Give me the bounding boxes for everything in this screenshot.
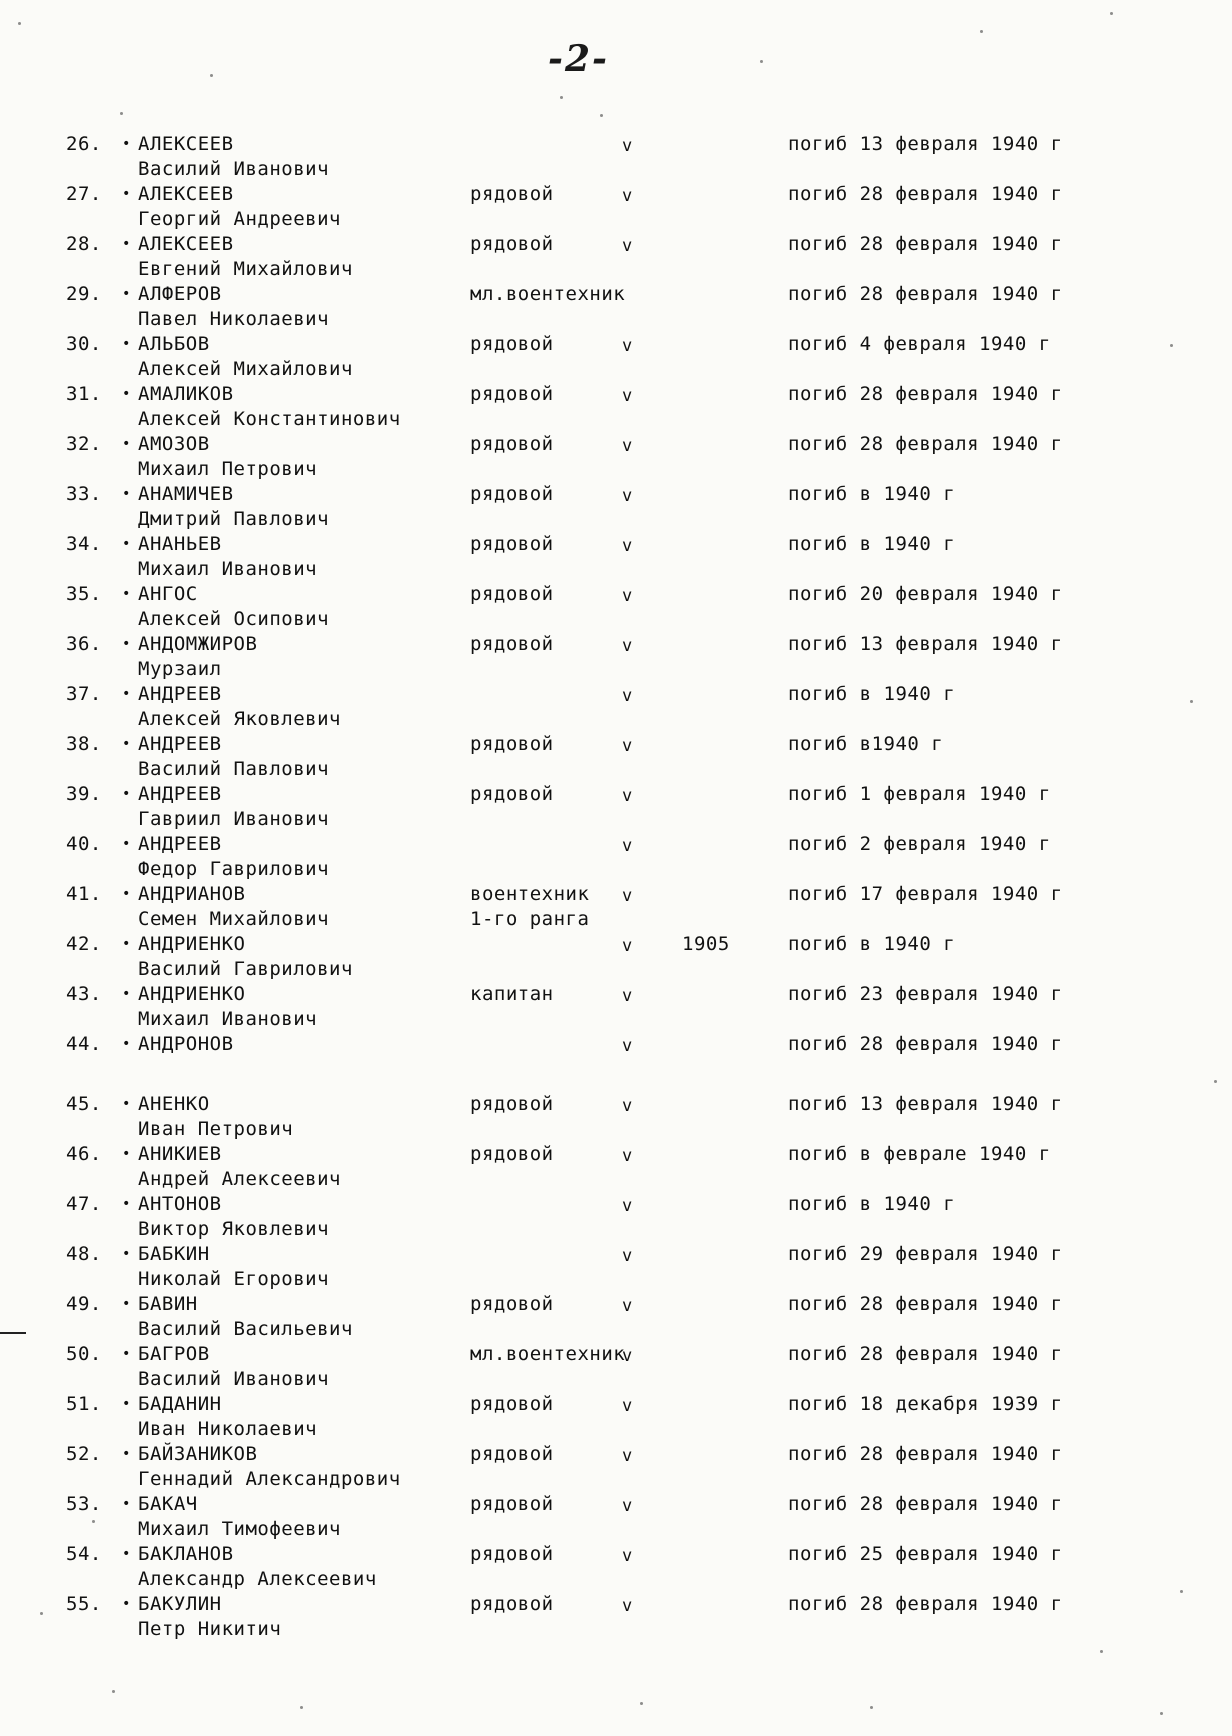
record-number: 43.: [66, 983, 102, 1005]
record-number: 30.: [66, 333, 102, 355]
check-mark: v: [622, 886, 633, 906]
list-item: [0, 682, 1232, 732]
given-names: Василий Гаврилович: [138, 958, 353, 980]
given-names: Георгий Андреевич: [138, 208, 341, 230]
list-item: [0, 1292, 1232, 1342]
rank: рядовой: [470, 633, 554, 655]
list-item: [0, 732, 1232, 782]
fate: погиб 28 февраля 1940 г: [788, 1343, 1063, 1365]
list-item: [0, 832, 1232, 882]
list-item: [0, 1192, 1232, 1242]
fate: погиб 28 февраля 1940 г: [788, 233, 1063, 255]
list-item: [0, 582, 1232, 632]
given-names: Иван Николаевич: [138, 1418, 318, 1440]
check-mark: v: [622, 686, 633, 706]
bullet-mark: •: [122, 1596, 131, 1612]
bullet-mark: •: [122, 386, 131, 402]
surname: АЛЕКСЕЕВ: [138, 133, 234, 155]
record-number: 49.: [66, 1293, 102, 1315]
check-mark: v: [622, 836, 633, 856]
surname: АНЕНКО: [138, 1093, 210, 1115]
check-mark: v: [622, 1036, 633, 1056]
record-number: 46.: [66, 1143, 102, 1165]
fate: погиб в 1940 г: [788, 483, 956, 505]
record-number: 41.: [66, 883, 102, 905]
bullet-mark: •: [122, 1396, 131, 1412]
record-number: 29.: [66, 283, 102, 305]
surname: АМОЗОВ: [138, 433, 210, 455]
record-number: 55.: [66, 1593, 102, 1615]
record-number: 48.: [66, 1243, 102, 1265]
check-mark: v: [622, 1146, 633, 1166]
rank: рядовой: [470, 733, 554, 755]
scan-speck: [760, 60, 763, 63]
record-number: 26.: [66, 133, 102, 155]
check-mark: v: [622, 386, 633, 406]
record-number: 50.: [66, 1343, 102, 1365]
rank: рядовой: [470, 1393, 554, 1415]
given-names: Федор Гаврилович: [138, 858, 330, 880]
rank: рядовой: [470, 433, 554, 455]
record-number: 35.: [66, 583, 102, 605]
rank: капитан: [470, 983, 554, 1005]
surname: АНГОС: [138, 583, 198, 605]
rank: рядовой: [470, 1143, 554, 1165]
list-item: [0, 482, 1232, 532]
check-mark: v: [622, 1446, 633, 1466]
scan-speck: [210, 74, 213, 77]
fate: погиб 29 февраля 1940 г: [788, 1243, 1063, 1265]
rank: мл.воентехник: [470, 1343, 626, 1365]
rank: рядовой: [470, 1093, 554, 1115]
record-number: 40.: [66, 833, 102, 855]
fate: погиб 23 февраля 1940 г: [788, 983, 1063, 1005]
surname: АЛЕКСЕЕВ: [138, 233, 234, 255]
bullet-mark: •: [122, 136, 131, 152]
check-mark: v: [622, 436, 633, 456]
bullet-mark: •: [122, 936, 131, 952]
check-mark: v: [622, 1596, 633, 1616]
record-number: 36.: [66, 633, 102, 655]
record-number: 53.: [66, 1493, 102, 1515]
bullet-mark: •: [122, 986, 131, 1002]
record-number: 33.: [66, 483, 102, 505]
given-names: Василий Иванович: [138, 158, 330, 180]
list-item: [0, 1092, 1232, 1142]
given-names: Василий Васильевич: [138, 1318, 353, 1340]
check-mark: v: [622, 1346, 633, 1366]
fate: погиб 28 февраля 1940 г: [788, 1443, 1063, 1465]
rank: рядовой: [470, 333, 554, 355]
surname: БАГРОВ: [138, 1343, 210, 1365]
given-names: Андрей Алексеевич: [138, 1168, 341, 1190]
bullet-mark: •: [122, 1196, 131, 1212]
given-names: Дмитрий Павлович: [138, 508, 330, 530]
bullet-mark: •: [122, 836, 131, 852]
given-names: Семен Михайлович: [138, 908, 330, 930]
bullet-mark: •: [122, 336, 131, 352]
bullet-mark: •: [122, 636, 131, 652]
page-number: -2-: [548, 38, 609, 80]
fate: погиб 28 февраля 1940 г: [788, 433, 1063, 455]
fate: погиб 28 февраля 1940 г: [788, 183, 1063, 205]
bullet-mark: •: [122, 1446, 131, 1462]
rank: рядовой: [470, 1543, 554, 1565]
record-number: 42.: [66, 933, 102, 955]
scan-speck: [1180, 1590, 1183, 1593]
bullet-mark: •: [122, 1096, 131, 1112]
record-number: 44.: [66, 1033, 102, 1055]
scan-speck: [1214, 1080, 1217, 1083]
rank-continued: 1-го ранга: [470, 908, 590, 930]
surname: БАКЛАНОВ: [138, 1543, 234, 1565]
surname: БАКУЛИН: [138, 1593, 222, 1615]
surname: АНАМИЧЕВ: [138, 483, 234, 505]
surname: АНДРИЕНКО: [138, 983, 246, 1005]
surname: АЛЕКСЕЕВ: [138, 183, 234, 205]
check-mark: v: [622, 136, 633, 156]
check-mark: v: [622, 1546, 633, 1566]
given-names: Евгений Михайлович: [138, 258, 353, 280]
fate: погиб 13 февраля 1940 г: [788, 133, 1063, 155]
list-item: [0, 882, 1232, 932]
scan-speck: [300, 1706, 303, 1709]
bullet-mark: •: [122, 1346, 131, 1362]
rank: мл.воентехник: [470, 283, 626, 305]
bullet-mark: •: [122, 586, 131, 602]
scan-speck: [600, 114, 603, 117]
scan-speck: [1170, 344, 1173, 347]
surname: АНДРЕЕВ: [138, 833, 222, 855]
list-item: [0, 132, 1232, 182]
rank: рядовой: [470, 483, 554, 505]
rank: рядовой: [470, 783, 554, 805]
surname: АНДОМЖИРОВ: [138, 633, 258, 655]
list-item: [0, 1542, 1232, 1592]
bullet-mark: •: [122, 536, 131, 552]
list-item: [0, 1492, 1232, 1542]
fate: погиб в 1940 г: [788, 1193, 956, 1215]
record-number: 47.: [66, 1193, 102, 1215]
check-mark: v: [622, 486, 633, 506]
fate: погиб в 1940 г: [788, 933, 956, 955]
record-number: 34.: [66, 533, 102, 555]
fate: погиб в 1940 г: [788, 683, 956, 705]
surname: АЛФЕРОВ: [138, 283, 222, 305]
scan-speck: [18, 22, 21, 25]
surname: БАВИН: [138, 1293, 198, 1315]
rank: рядовой: [470, 183, 554, 205]
given-names: Павел Николаевич: [138, 308, 330, 330]
check-mark: v: [622, 986, 633, 1006]
bullet-mark: •: [122, 886, 131, 902]
list-item: [0, 1032, 1232, 1092]
check-mark: v: [622, 1396, 633, 1416]
bullet-mark: •: [122, 1546, 131, 1562]
surname: БАКАЧ: [138, 1493, 198, 1515]
check-mark: v: [622, 736, 633, 756]
given-names: Алексей Яковлевич: [138, 708, 341, 730]
fate: погиб 1 февраля 1940 г: [788, 783, 1051, 805]
bullet-mark: •: [122, 1496, 131, 1512]
rank: рядовой: [470, 1593, 554, 1615]
scan-speck: [1190, 700, 1193, 703]
list-item: [0, 182, 1232, 232]
fate: погиб 28 февраля 1940 г: [788, 1493, 1063, 1515]
surname: АНДРИЕНКО: [138, 933, 246, 955]
record-number: 52.: [66, 1443, 102, 1465]
rank: рядовой: [470, 1293, 554, 1315]
fate: погиб 17 февраля 1940 г: [788, 883, 1063, 905]
given-names: Алексей Осипович: [138, 608, 330, 630]
given-names: Мурзаил: [138, 658, 222, 680]
check-mark: v: [622, 1296, 633, 1316]
surname: АНДРОНОВ: [138, 1033, 234, 1055]
bullet-mark: •: [122, 286, 131, 302]
list-item: [0, 1592, 1232, 1642]
surname: БАЙЗАНИКОВ: [138, 1443, 258, 1465]
scan-speck: [980, 30, 983, 33]
fate: погиб 18 декабря 1939 г: [788, 1393, 1063, 1415]
birth-year: 1905: [682, 933, 730, 955]
record-number: 32.: [66, 433, 102, 455]
surname: БАДАНИН: [138, 1393, 222, 1415]
record-number: 31.: [66, 383, 102, 405]
bullet-mark: •: [122, 186, 131, 202]
list-item: [0, 1392, 1232, 1442]
given-names: Гавриил Иванович: [138, 808, 330, 830]
given-names: Геннадий Александрович: [138, 1468, 401, 1490]
surname: АНИКИЕВ: [138, 1143, 222, 1165]
bullet-mark: •: [122, 486, 131, 502]
list-item: [0, 932, 1232, 982]
given-names: Алексей Константинович: [138, 408, 401, 430]
bullet-mark: •: [122, 1036, 131, 1052]
given-names: Петр Никитич: [138, 1618, 282, 1640]
given-names: Иван Петрович: [138, 1118, 294, 1140]
fate: погиб в1940 г: [788, 733, 944, 755]
check-mark: v: [622, 236, 633, 256]
surname: АНТОНОВ: [138, 1193, 222, 1215]
list-item: [0, 1242, 1232, 1292]
check-mark: v: [622, 786, 633, 806]
surname: БАБКИН: [138, 1243, 210, 1265]
rank: рядовой: [470, 233, 554, 255]
check-mark: v: [622, 186, 633, 206]
fate: погиб 28 февраля 1940 г: [788, 283, 1063, 305]
list-item: [0, 382, 1232, 432]
record-number: 28.: [66, 233, 102, 255]
check-mark: v: [622, 1496, 633, 1516]
scan-speck: [92, 1520, 95, 1523]
list-item: [0, 1442, 1232, 1492]
record-number: 38.: [66, 733, 102, 755]
surname: АЛЬБОВ: [138, 333, 210, 355]
list-item: [0, 532, 1232, 582]
scan-speck: [640, 1702, 643, 1705]
bullet-mark: •: [122, 1146, 131, 1162]
fate: погиб 28 февраля 1940 г: [788, 1293, 1063, 1315]
list-item: [0, 332, 1232, 382]
given-names: Михаил Петрович: [138, 458, 318, 480]
rank: рядовой: [470, 583, 554, 605]
given-names: Василий Павлович: [138, 758, 330, 780]
bullet-mark: •: [122, 736, 131, 752]
surname: АНДРЕЕВ: [138, 683, 222, 705]
scan-speck: [1110, 12, 1113, 15]
surname: АНДРЕЕВ: [138, 733, 222, 755]
check-mark: v: [622, 1096, 633, 1116]
list-item: [0, 232, 1232, 282]
fate: погиб 25 февраля 1940 г: [788, 1543, 1063, 1565]
fate: погиб 28 февраля 1940 г: [788, 383, 1063, 405]
rank: рядовой: [470, 1443, 554, 1465]
list-item: [0, 1142, 1232, 1192]
record-number: 54.: [66, 1543, 102, 1565]
given-names: Алексей Михайлович: [138, 358, 353, 380]
fate: погиб в 1940 г: [788, 533, 956, 555]
bullet-mark: •: [122, 1296, 131, 1312]
given-names: Василий Иванович: [138, 1368, 330, 1390]
bullet-mark: •: [122, 786, 131, 802]
list-item: [0, 1342, 1232, 1392]
bullet-mark: •: [122, 686, 131, 702]
check-mark: v: [622, 1246, 633, 1266]
fate: погиб 2 февраля 1940 г: [788, 833, 1051, 855]
surname: АНДРИАНОВ: [138, 883, 246, 905]
fate: погиб 13 февраля 1940 г: [788, 1093, 1063, 1115]
record-number: 37.: [66, 683, 102, 705]
list-item: [0, 282, 1232, 332]
rank: воентехник: [470, 883, 590, 905]
rank: рядовой: [470, 1493, 554, 1515]
list-item: [0, 982, 1232, 1032]
given-names: Виктор Яковлевич: [138, 1218, 330, 1240]
check-mark: v: [622, 536, 633, 556]
rank: рядовой: [470, 383, 554, 405]
surname: АМАЛИКОВ: [138, 383, 234, 405]
record-number: 51.: [66, 1393, 102, 1415]
scan-speck: [120, 112, 123, 115]
check-mark: v: [622, 1196, 633, 1216]
fate: погиб 20 февраля 1940 г: [788, 583, 1063, 605]
check-mark: v: [622, 336, 633, 356]
scan-speck: [112, 1690, 115, 1693]
given-names: Александр Алексеевич: [138, 1568, 377, 1590]
given-names: Николай Егорович: [138, 1268, 330, 1290]
scan-speck: [40, 1612, 43, 1615]
surname: АНАНЬЕВ: [138, 533, 222, 555]
rank: рядовой: [470, 533, 554, 555]
scan-speck: [1160, 1712, 1163, 1715]
list-item: [0, 632, 1232, 682]
given-names: Михаил Иванович: [138, 1008, 318, 1030]
fate: погиб 28 февраля 1940 г: [788, 1593, 1063, 1615]
scan-speck: [870, 1706, 873, 1709]
check-mark: v: [622, 586, 633, 606]
surname: АНДРЕЕВ: [138, 783, 222, 805]
bullet-mark: •: [122, 1246, 131, 1262]
fate: погиб 28 февраля 1940 г: [788, 1033, 1063, 1055]
scan-speck: [1100, 1650, 1103, 1653]
record-number: 39.: [66, 783, 102, 805]
check-mark: v: [622, 636, 633, 656]
given-names: Михаил Тимофеевич: [138, 1518, 341, 1540]
list-item: [0, 432, 1232, 482]
fate: погиб в феврале 1940 г: [788, 1143, 1051, 1165]
bullet-mark: •: [122, 236, 131, 252]
fate: погиб 13 февраля 1940 г: [788, 633, 1063, 655]
bullet-mark: •: [122, 436, 131, 452]
given-names: Михаил Иванович: [138, 558, 318, 580]
check-mark: v: [622, 936, 633, 956]
fate: погиб 4 февраля 1940 г: [788, 333, 1051, 355]
scan-speck: [560, 96, 563, 99]
records-list: [0, 132, 1232, 1642]
record-number: 45.: [66, 1093, 102, 1115]
record-number: 27.: [66, 183, 102, 205]
list-item: [0, 782, 1232, 832]
